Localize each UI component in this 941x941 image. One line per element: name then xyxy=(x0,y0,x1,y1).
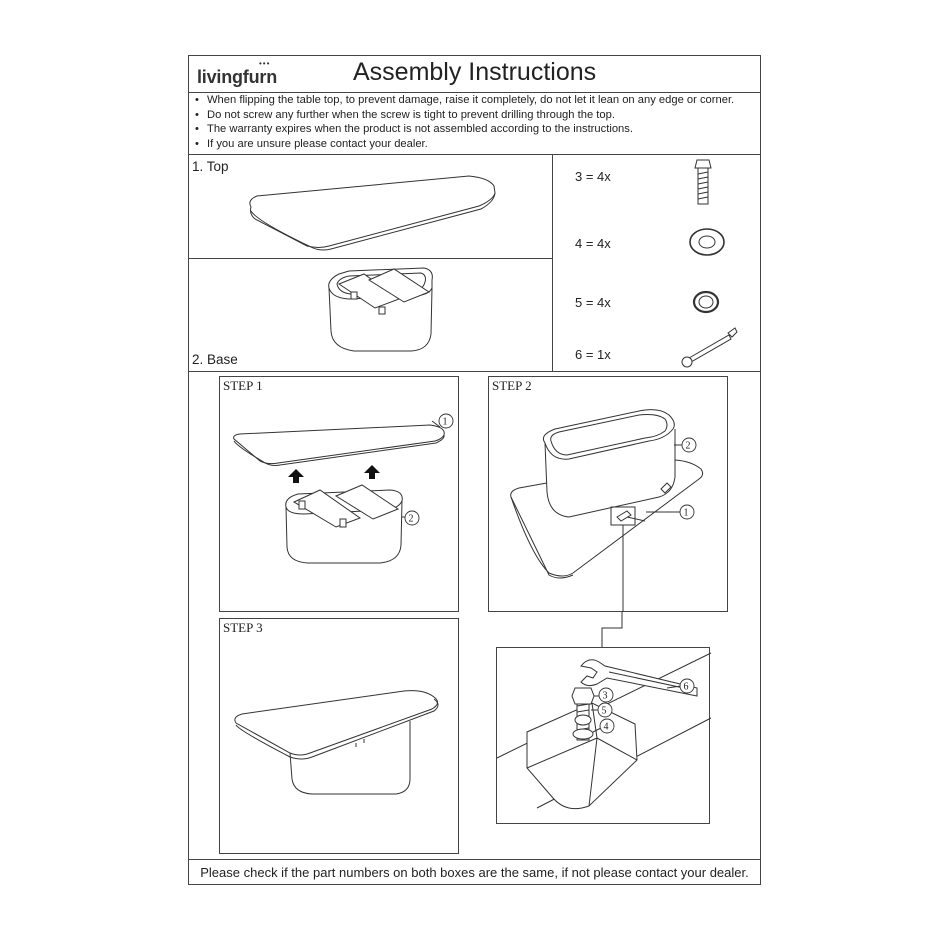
svg-text:5: 5 xyxy=(601,705,607,717)
note-item: • If you are unsure please contact your dealer. xyxy=(205,137,734,152)
step-3-panel xyxy=(219,618,459,854)
page-title: Assembly Instructions xyxy=(353,58,597,86)
step-2-title: STEP 2 xyxy=(492,378,532,393)
svg-text:3: 3 xyxy=(602,690,608,702)
svg-text:2: 2 xyxy=(408,513,414,525)
svg-text:2: 2 xyxy=(685,440,691,452)
svg-text:1: 1 xyxy=(442,416,448,428)
footer-note: Please check if the part numbers on both boxes are the same, if not please contact your dealer. xyxy=(200,865,749,880)
part-qty-5: 5 = 4x xyxy=(575,295,611,310)
part-base-label: 2. Base xyxy=(192,352,238,367)
note-item: • Do not screw any further when the screw is tight to prevent drilling through the top. xyxy=(205,108,734,123)
svg-text:6: 6 xyxy=(683,681,689,693)
svg-text:4: 4 xyxy=(603,721,609,733)
divider xyxy=(189,859,760,860)
part-qty-3: 3 = 4x xyxy=(575,169,611,184)
svg-text:1: 1 xyxy=(683,507,689,519)
part-qty-6: 6 = 1x xyxy=(575,347,611,362)
note-item: • The warranty expires when the product is not assembled according to the instructions. xyxy=(205,122,734,137)
brand-logo: livingfurn xyxy=(197,67,277,87)
note-item: • When flipping the table top, to prevent damage, raise it completely, do not let it lean on any edge or corner. xyxy=(205,93,734,108)
step-3-drawing xyxy=(220,619,460,855)
part-qty-4: 4 = 4x xyxy=(575,236,611,251)
step-1-title: STEP 1 xyxy=(223,378,263,393)
detail-panel xyxy=(496,647,710,824)
detail-drawing xyxy=(497,648,711,825)
instruction-sheet xyxy=(188,55,761,885)
brand-logo-mark: ••• xyxy=(259,59,271,68)
step-3-title: STEP 3 xyxy=(223,620,263,635)
part-top-label: 1. Top xyxy=(192,159,229,174)
